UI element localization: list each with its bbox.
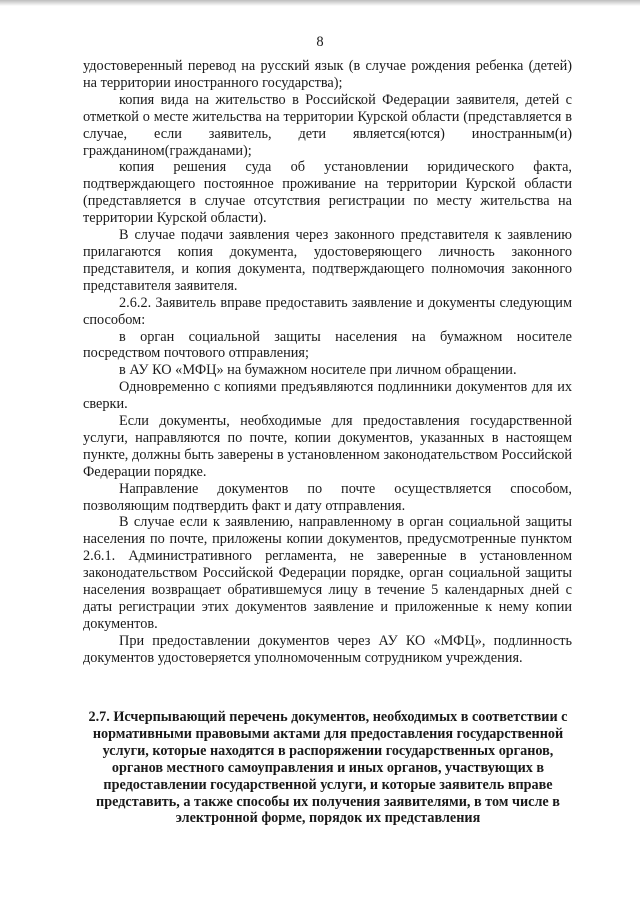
paragraph-postal-submission: в орган социальной защиты населения на бумажном носителе посредством почтового отправления; xyxy=(83,328,572,362)
paragraph-mfc-submission: в АУ КО «МФЦ» на бумажном носителе при личном обращении. xyxy=(119,362,517,379)
paragraph-residence-permit: копия вида на жительство в Российской Федерации заявителя, детей с отметкой о месте жительства на территории Курской области (представляется в случае, если заявитель, дети является(ются) иностранным(и) гражданином(гражданами); xyxy=(83,91,572,159)
paragraph-postal-method: Направление документов по почте осуществляется способом, позволяющим подтвердить факт и дату отправления. xyxy=(83,480,572,514)
paragraph-clause-2-6-2: 2.6.2. Заявитель вправе предоставить заявление и документы следующим способом: xyxy=(83,294,572,328)
document-body xyxy=(83,58,572,667)
section-heading-2-7: 2.7. Исчерпывающий перечень документов, необходимых в соответствии с нормативными правовыми актами для предоставления государственной услуги, которые находятся в распоряжении государственных органов, органов местного самоуправления и иных органов, участвующих в предоставлении государственной услуги, и которые заявитель вправе представить, а также способы их получения заявителями, в том числе в электронной форме, порядок их представления xyxy=(88,709,568,827)
scan-top-edge xyxy=(0,0,640,6)
paragraph-translation-continuation: удостоверенный перевод на русский язык (в случае рождения ребенка (детей) на территории иностранного государства); xyxy=(83,58,572,91)
paragraph-legal-representative: В случае подачи заявления через законного представителя к заявлению прилагаются копия документа, удостоверяющего личность законного представителя, и копия документа, подтверждающего полномочия законного представителя заявителя. xyxy=(83,227,572,294)
paragraph-originals: Одновременно с копиями предъявляются подлинники документов для их сверки. xyxy=(83,379,572,413)
paragraph-return-documents: В случае если к заявлению, направленному в орган социальной защиты населения по почте, приложены копии документов, предусмотренные пунктом 2.6.1. Административного регламента, не заверенные в установленном законодательством Российской Федерации порядке, орган социальной защиты населения возвращает обратившемуся лицу в течение 5 календарных дней с даты регистрации этих документов заявление и приложенные к нему копии документов. xyxy=(83,514,572,632)
paragraph-mfc-authenticity: При предоставлении документов через АУ КО «МФЦ», подлинность документов удостоверяется уполномоченным сотрудником учреждения. xyxy=(83,632,572,666)
paragraph-court-decision: копия решения суда об установлении юридического факта, подтверждающего постоянное проживание на территории Курской области (представляется в случае отсутствия регистрации по месту жительства на территории Курской области). xyxy=(83,159,572,227)
paragraph-postal-certification: Если документы, необходимые для предоставления государственной услуги, направляются по почте, копии документов, указанных в настоящем пункте, должны быть заверены в установленном законодательством Российской Федерации порядке. xyxy=(83,413,572,480)
page-number: 8 xyxy=(316,34,324,50)
